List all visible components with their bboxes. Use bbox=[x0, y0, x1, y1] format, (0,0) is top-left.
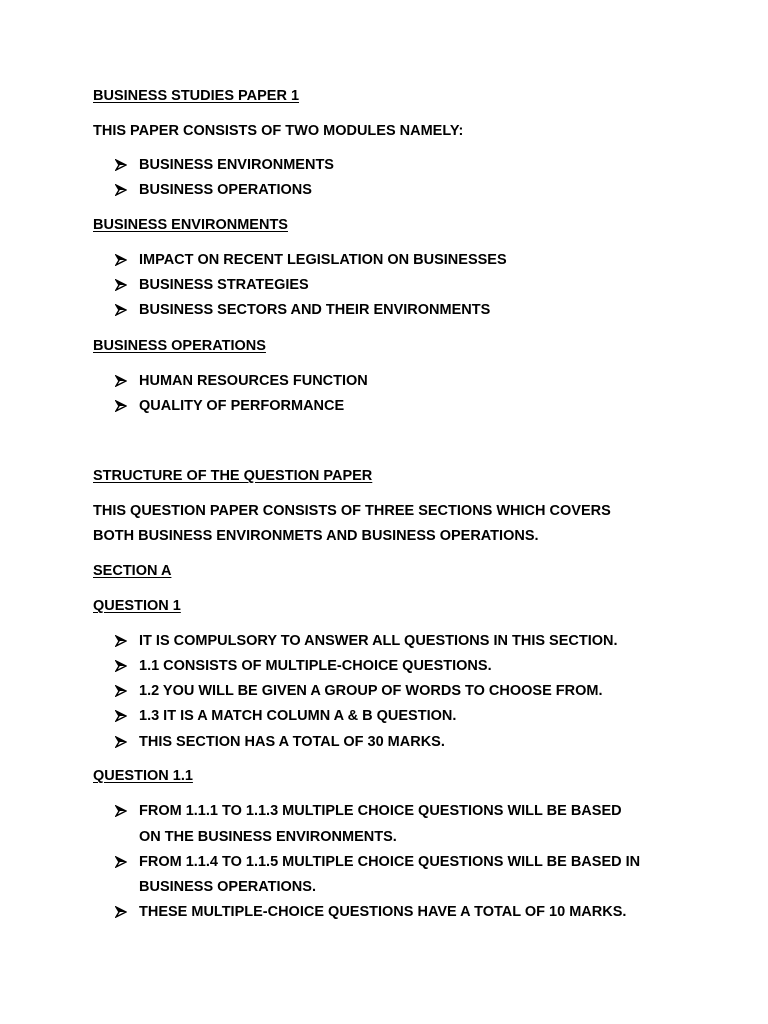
list-item: QUALITY OF PERFORMANCE bbox=[139, 398, 345, 414]
list-item: FROM 1.1.1 TO 1.1.3 MULTIPLE CHOICE QUESTIONS WILL BE BASED bbox=[139, 803, 622, 819]
list-item: IT IS COMPULSORY TO ANSWER ALL QUESTIONS IN THIS SECTION. bbox=[139, 633, 618, 649]
structure-text-line: BOTH BUSINESS ENVIRONMETS AND BUSINESS OPERATIONS. bbox=[93, 528, 539, 544]
arrow-bullet-icon bbox=[115, 802, 129, 820]
list-item-continuation: BUSINESS OPERATIONS. bbox=[139, 879, 316, 895]
arrow-bullet-icon bbox=[115, 657, 129, 675]
module-item: BUSINESS OPERATIONS bbox=[139, 182, 312, 198]
list-item: BUSINESS SECTORS AND THEIR ENVIRONMENTS bbox=[139, 302, 491, 318]
section-a-heading: SECTION A bbox=[93, 563, 172, 579]
question-1-heading: QUESTION 1 bbox=[93, 598, 181, 614]
arrow-bullet-icon bbox=[115, 707, 129, 725]
list-item: FROM 1.1.4 TO 1.1.5 MULTIPLE CHOICE QUESTIONS WILL BE BASED IN bbox=[139, 854, 641, 870]
arrow-bullet-icon bbox=[115, 181, 129, 199]
arrow-bullet-icon bbox=[115, 682, 129, 700]
arrow-bullet-icon bbox=[115, 372, 129, 390]
list-item: HUMAN RESOURCES FUNCTION bbox=[139, 373, 368, 389]
arrow-bullet-icon bbox=[115, 903, 129, 921]
list-item: THESE MULTIPLE-CHOICE QUESTIONS HAVE A TOTAL OF 10 MARKS. bbox=[139, 904, 627, 920]
arrow-bullet-icon bbox=[115, 156, 129, 174]
list-item: BUSINESS STRATEGIES bbox=[139, 277, 309, 293]
arrow-bullet-icon bbox=[115, 397, 129, 415]
question-1-1-heading: QUESTION 1.1 bbox=[93, 768, 193, 784]
structure-text-line: THIS QUESTION PAPER CONSISTS OF THREE SECTIONS WHICH COVERS bbox=[93, 503, 611, 519]
list-item-continuation: ON THE BUSINESS ENVIRONMENTS. bbox=[139, 829, 397, 845]
arrow-bullet-icon bbox=[115, 632, 129, 650]
list-item: 1.1 CONSISTS OF MULTIPLE-CHOICE QUESTIONS. bbox=[139, 658, 492, 674]
document-title: BUSINESS STUDIES PAPER 1 bbox=[93, 88, 300, 104]
arrow-bullet-icon bbox=[115, 733, 129, 751]
arrow-bullet-icon bbox=[115, 276, 129, 294]
list-item: IMPACT ON RECENT LEGISLATION ON BUSINESSES bbox=[139, 252, 507, 268]
arrow-bullet-icon bbox=[115, 251, 129, 269]
business-operations-heading: BUSINESS OPERATIONS bbox=[93, 338, 266, 354]
structure-heading: STRUCTURE OF THE QUESTION PAPER bbox=[93, 468, 373, 484]
list-item: 1.2 YOU WILL BE GIVEN A GROUP OF WORDS TO CHOOSE FROM. bbox=[139, 683, 603, 699]
arrow-bullet-icon bbox=[115, 301, 129, 319]
business-environments-heading: BUSINESS ENVIRONMENTS bbox=[93, 217, 288, 233]
list-item: 1.3 IT IS A MATCH COLUMN A & B QUESTION. bbox=[139, 708, 457, 724]
module-item: BUSINESS ENVIRONMENTS bbox=[139, 157, 334, 173]
intro-text: THIS PAPER CONSISTS OF TWO MODULES NAMELY: bbox=[93, 123, 464, 139]
arrow-bullet-icon bbox=[115, 853, 129, 871]
list-item: THIS SECTION HAS A TOTAL OF 30 MARKS. bbox=[139, 734, 445, 750]
